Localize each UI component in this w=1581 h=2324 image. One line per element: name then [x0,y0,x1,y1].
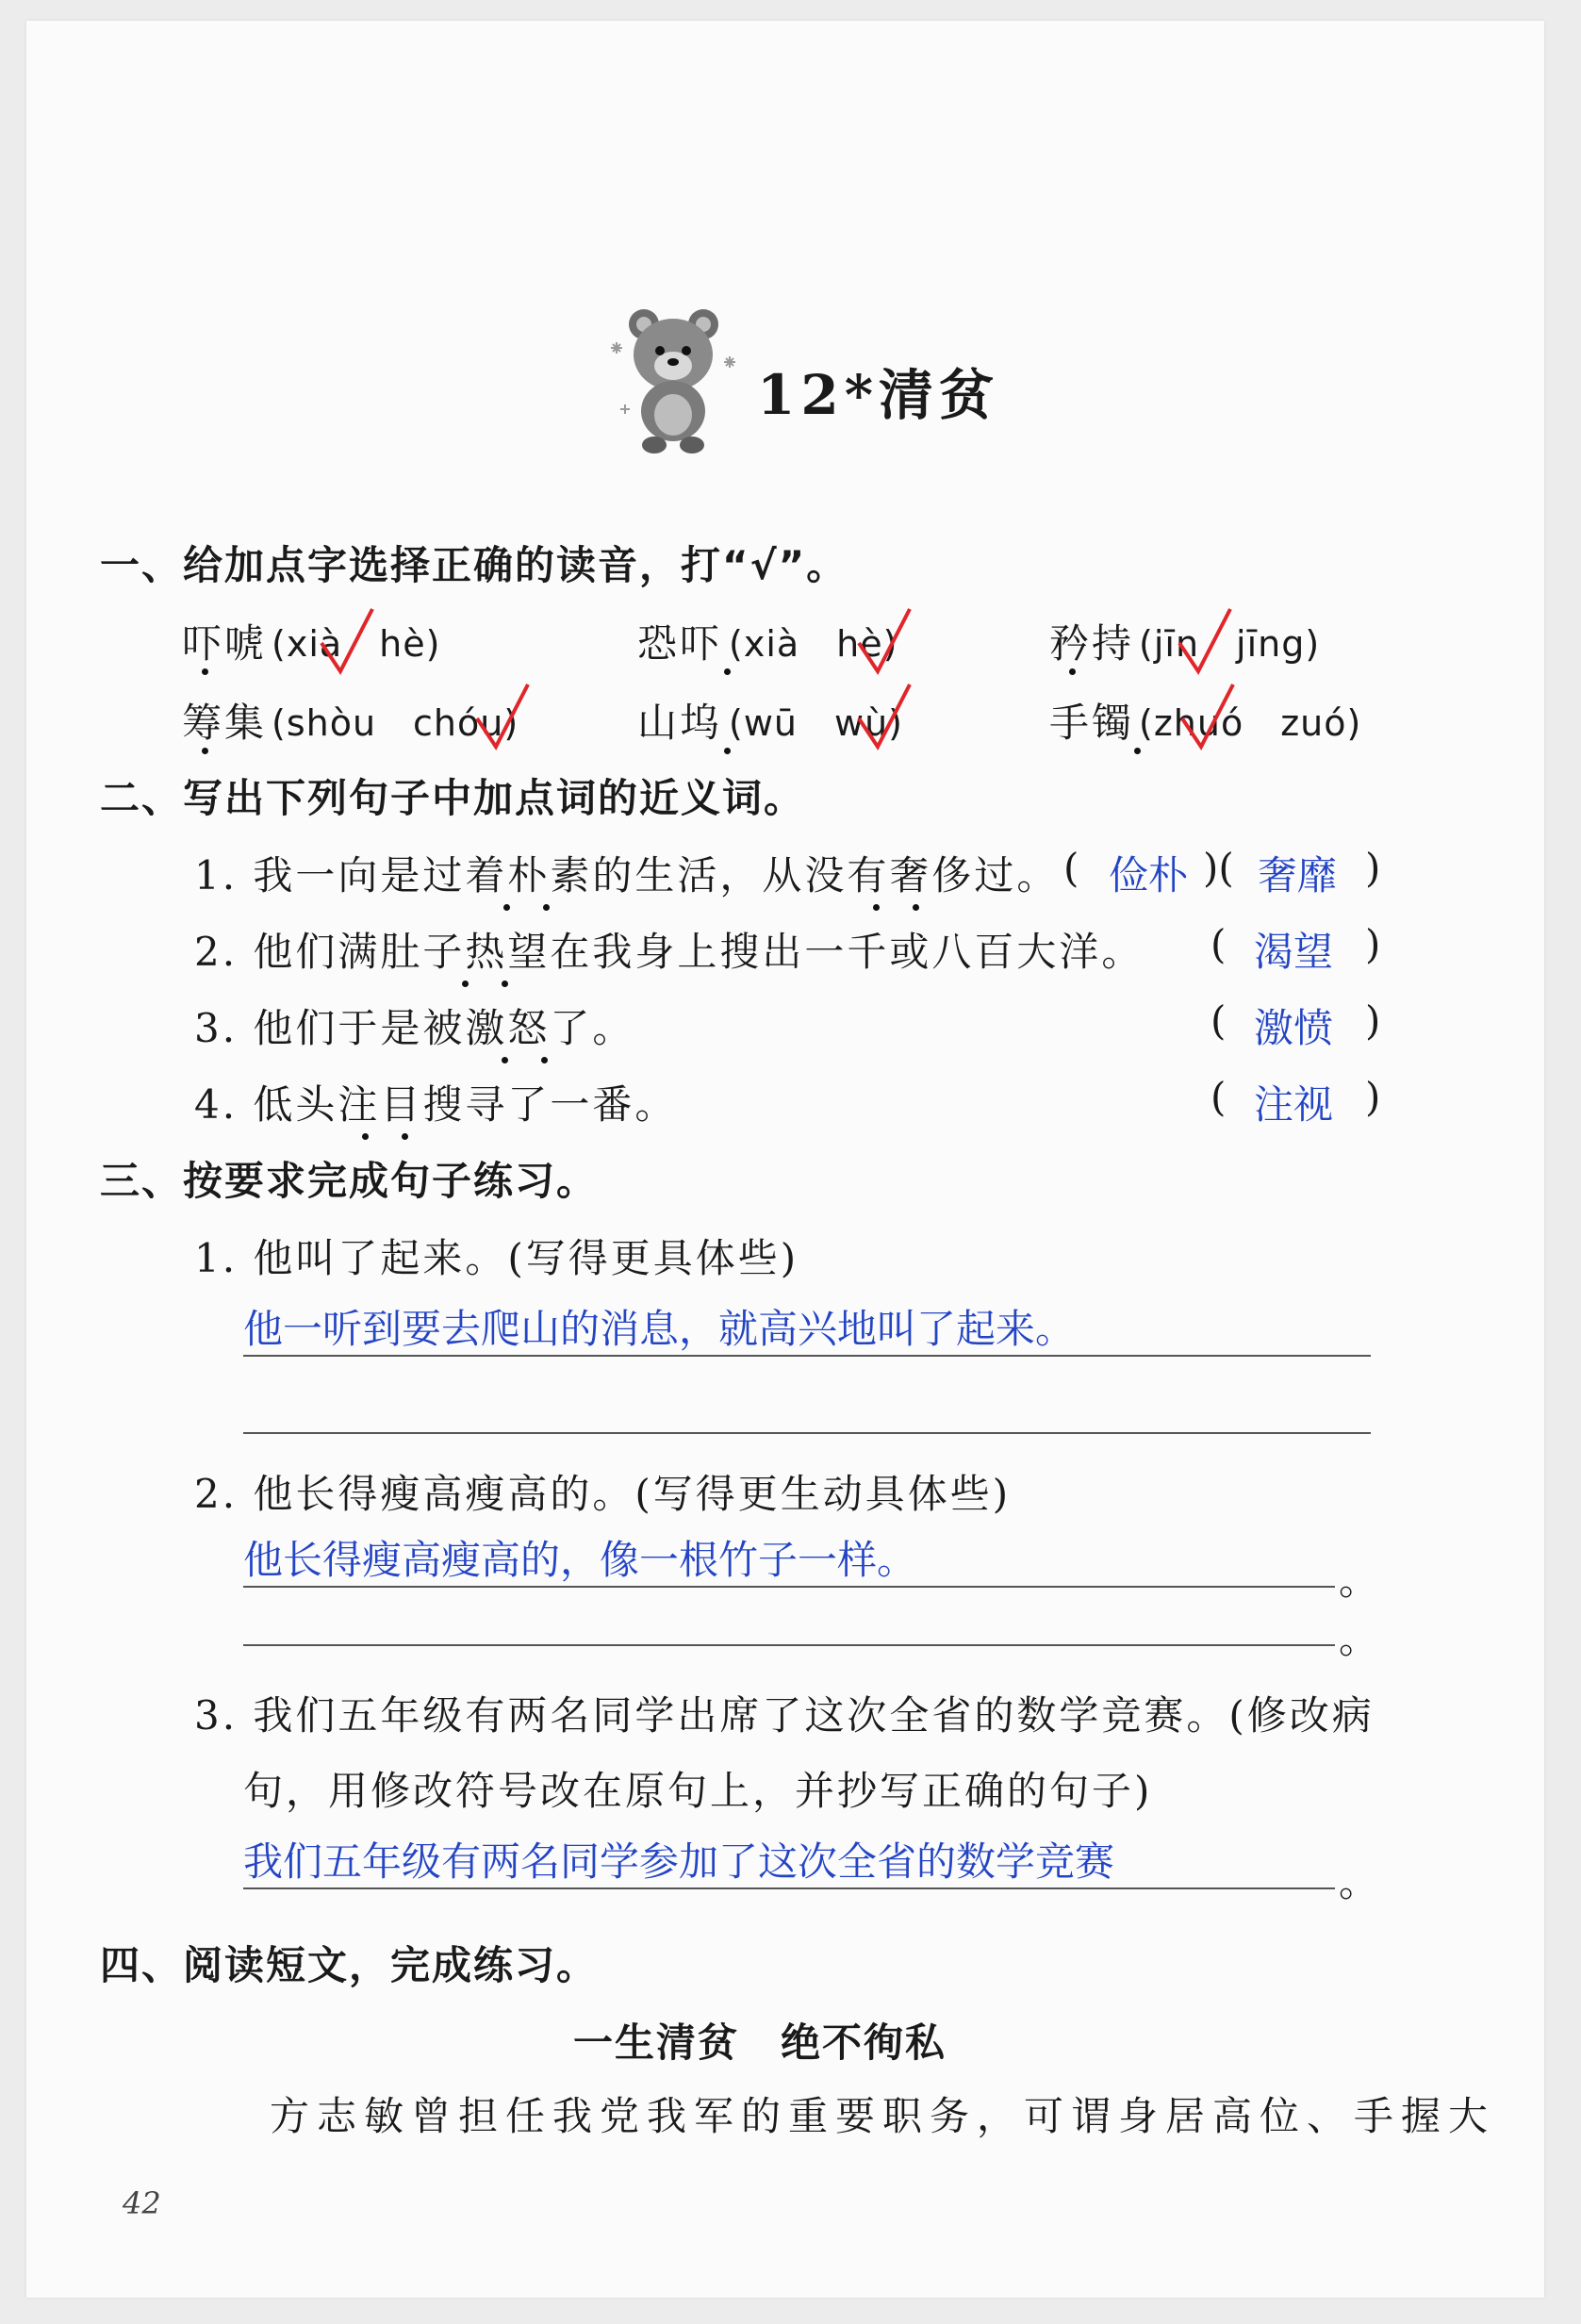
answer-line [243,1355,1371,1357]
section2-answer: 俭朴 [1109,852,1189,898]
answer-bracket: ) [1365,1074,1381,1120]
section2-sentence: 1. 我一向是过着朴素的生活，从没有奢侈过。 [194,852,1060,898]
section2-sentence: 3. 他们于是被激怒了。 [194,1005,635,1051]
section2-sentence: 2. 他们满肚子热望在我身上搜出一千或八百大洋。 [194,929,1145,975]
answer-bracket: ( [1210,921,1227,967]
end-mark: 。 [1339,1558,1382,1604]
section4-heading: 四、阅读短文，完成练习。 [100,1942,599,1988]
pinyin-options: (xià hè) [272,623,441,665]
section3-answer: 他一听到要去爬山的消息，就高兴地叫了起来。 [243,1306,1076,1352]
answer-line [243,1644,1335,1646]
pinyin-options: (zhuó zuó) [1139,702,1362,744]
emphasis-dot [913,904,919,911]
word: 山坞 [637,700,723,746]
article-paragraph: 方志敏曾担任我党我军的重要职务，可谓身居高位、手握大 [270,2093,1496,2139]
answer-line [243,1887,1335,1889]
section3-prompt: 3. 我们五年级有两名同学出席了这次全省的数学竞赛。(修改病 [194,1692,1375,1739]
answer-bracket: ) [1365,997,1381,1044]
section1-heading: 一、给加点字选择正确的读音，打“√”。 [100,542,848,588]
pinyin-options: (shòu chóu) [272,702,519,744]
emphasis-dot [873,904,880,911]
answer-line [243,1586,1335,1588]
word: 恐吓 [637,620,723,667]
section2-answer: 注视 [1254,1081,1334,1128]
section2-sentence: 4. 低头注目搜寻了一番。 [194,1081,678,1128]
emphasis-dot [1069,668,1076,675]
check-mark-icon [851,681,917,756]
emphasis-dot [462,981,469,987]
emphasis-dot [1134,748,1141,754]
emphasis-dot [202,748,208,754]
emphasis-dot [543,904,550,911]
workbook-page [26,21,1544,2298]
answer-bracket: )( [1203,845,1234,891]
emphasis-dot [362,1133,369,1140]
section3-prompt: 2. 他长得瘦高瘦高的。(写得更生动具体些) [194,1471,1012,1517]
emphasis-dot [724,668,731,675]
word: 吓唬 [182,620,268,667]
section3-heading: 三、按要求完成句子练习。 [100,1158,599,1204]
section3-prompt: 句，用修改符号改在原句上，并抄写正确的句子) [243,1768,1153,1814]
emphasis-dot [503,904,510,911]
bear-icon [592,296,752,456]
emphasis-dot [402,1133,408,1140]
word: 矜持 [1049,620,1135,667]
check-mark-icon [1172,605,1238,681]
lesson-title-block [592,296,1000,456]
emphasis-dot [724,748,731,754]
answer-bracket: ( [1210,997,1227,1044]
emphasis-dot [502,981,508,987]
answer-bracket: ( [1063,845,1079,891]
pinyin-options: (wū wù) [729,702,903,744]
word: 筹集 [182,700,268,746]
answer-bracket: ) [1365,921,1381,967]
section3-prompt: 1. 他叫了起来。(写得更具体些) [194,1235,799,1281]
end-mark: 。 [1339,1859,1382,1905]
section2-heading: 二、写出下列句子中加点词的近义词。 [100,775,806,821]
emphasis-dot [202,668,208,675]
section2-answer: 激愤 [1254,1005,1334,1051]
answer-bracket: ) [1365,845,1381,891]
end-mark: 。 [1339,1616,1382,1662]
pinyin-options: (xià hè) [729,623,898,665]
pinyin-options: (jīn jīng) [1139,623,1321,665]
page-number: 42 [123,2185,161,2221]
emphasis-dot [502,1057,508,1063]
answer-bracket: ( [1210,1074,1227,1120]
word: 手镯 [1049,700,1135,746]
section3-answer: 他长得瘦高瘦高的，像一根竹子一样。 [243,1537,917,1583]
section2-answer: 奢靡 [1258,852,1338,898]
check-mark-icon [851,605,917,681]
check-mark-icon [1175,681,1241,756]
article-title: 一生清贫 绝不徇私 [573,2019,947,2066]
check-mark-icon [314,605,380,681]
emphasis-dot [541,1057,548,1063]
lesson-title: 12*清贫 [757,363,1000,427]
answer-line [243,1432,1371,1434]
section2-answer: 渴望 [1254,929,1334,975]
check-mark-icon [469,681,535,756]
section3-answer: 我们五年级有两名同学参加了这次全省的数学竞赛 [243,1838,1115,1885]
